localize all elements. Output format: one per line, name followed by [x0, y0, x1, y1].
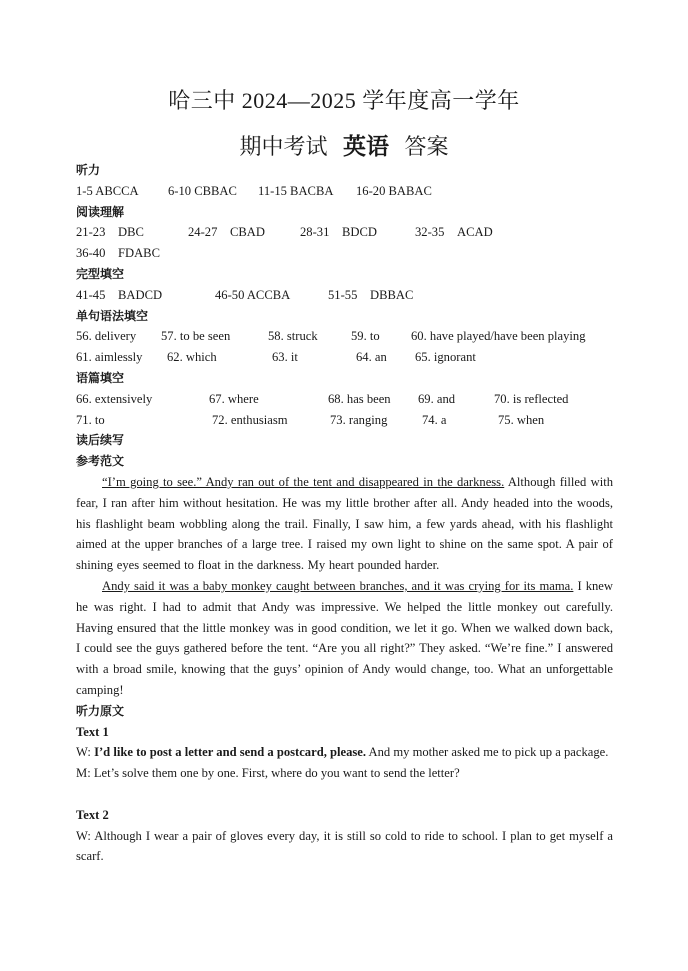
- answer-group: 6-10 CBBAC: [168, 183, 237, 198]
- grammar-single-heading: 单句语法填空: [76, 308, 149, 323]
- paragraph-text: I knew he was right. I had to admit that Andy was impressive. We helped the little monkey out carefully. Having ensured that the little monkey was in good condition, we let it go. When we walked down back, I could see the guys gathered before the tent. “Are you all right?” They asked. “We’re fine.” I answered with a broad smile, knowing that the guys’ opinion of Andy would change, too. What an unforgettable camping!: [76, 578, 613, 697]
- answer-group: 46-50 ACCBA: [215, 287, 291, 302]
- answer-item: 64. an: [356, 350, 387, 365]
- text1-woman-line: [76, 742, 613, 763]
- emphasized-sentence: I’d like to post a letter and send a postcard, please.: [94, 745, 367, 760]
- subtitle-subject: 英语: [343, 134, 389, 159]
- text2-woman-line: W: Although I wear a pair of gloves every day, it is still so cold to ride to school. I plan to get myself a scarf.: [76, 828, 613, 864]
- answer-item: 58. struck: [268, 329, 318, 344]
- answer-item: 60. have played/have been playing: [411, 329, 586, 344]
- answer-item: 75. when: [498, 412, 545, 427]
- grammar-single-row2: [76, 347, 613, 368]
- sample-paragraph-1: [76, 472, 613, 576]
- answer-group: 41-45 BADCD: [76, 287, 163, 302]
- answer-key-body: [76, 160, 613, 867]
- answer-item: 56. delivery: [76, 329, 137, 344]
- text1-label: Text 1: [76, 724, 109, 739]
- answer-item: 68. has been: [328, 391, 391, 406]
- cloze-heading: 完型填空: [76, 266, 125, 281]
- answer-item: 59. to: [351, 329, 380, 344]
- paragraph-text: Although filled with fear, I ran after him without hesitation. He was my little brother after all. Andy headed into the woods, his flashlight beam wobbling along the trail. Finally, I saw him, a few yards ahead, with his flashlight aimed at the upper branches of a large tree. I raised my own light to shine on the same spot. A pair of shining eyes seemed to float in the darkness. My heart pounded harder.: [76, 474, 613, 573]
- answer-group: 1-5 ABCCA: [76, 183, 139, 198]
- answer-item: 69. and: [418, 391, 456, 406]
- sample-essay-heading: 参考范文: [76, 454, 125, 469]
- speaker-label: W:: [76, 745, 95, 760]
- answer-item: 73. ranging: [330, 412, 388, 427]
- continuation-heading: 读后续写: [76, 433, 125, 448]
- grammar-passage-row1: [76, 389, 613, 410]
- reading-answers-row1: [76, 222, 613, 243]
- answer-group: 36-40 FDABC: [76, 246, 160, 261]
- answer-item: 74. a: [422, 412, 447, 427]
- answer-item: 65. ignorant: [415, 350, 476, 365]
- subtitle-answer: 答案: [404, 134, 449, 159]
- spacer: [76, 784, 613, 805]
- listening-answers: [76, 181, 613, 202]
- subtitle-exam: 期中考试: [239, 134, 328, 159]
- answer-item: 63. it: [272, 350, 298, 365]
- paragraph-opening-sentence: “I’m going to see.” Andy ran out of the tent and disappeared in the darkness.: [102, 474, 505, 489]
- text2-label: Text 2: [76, 807, 109, 822]
- answer-item: 71. to: [76, 412, 105, 427]
- reading-answers-row2: [76, 243, 613, 264]
- sample-paragraph-2: [76, 576, 613, 701]
- paragraph-opening-sentence: Andy said it was a baby monkey caught between branches, and it was crying for its mama.: [102, 578, 574, 593]
- page-title: 哈三中 2024—2025 学年度高一学年: [168, 88, 520, 113]
- answer-item: 72. enthusiasm: [212, 412, 288, 427]
- page-subtitle: [0, 128, 688, 161]
- answer-item: 67. where: [209, 391, 259, 406]
- transcript-heading: 听力原文: [76, 703, 125, 718]
- reading-heading: 阅读理解: [76, 204, 125, 219]
- answer-group: 11-15 BACBA: [258, 183, 334, 198]
- answer-group: 28-31 BDCD: [300, 225, 377, 240]
- grammar-passage-row2: [76, 410, 613, 431]
- cloze-answers: [76, 285, 613, 306]
- grammar-single-row1: [76, 326, 613, 347]
- answer-group: 24-27 CBAD: [188, 225, 265, 240]
- answer-group: 16-20 BABAC: [356, 183, 432, 198]
- grammar-passage-heading: 语篇填空: [76, 370, 125, 385]
- answer-group: 21-23 DBC: [76, 225, 144, 240]
- answer-item: 70. is reflected: [494, 391, 569, 406]
- answer-item: 66. extensively: [76, 391, 153, 406]
- answer-item: 57. to be seen: [161, 329, 231, 344]
- text1-man-line: M: Let’s solve them one by one. First, where do you want to send the letter?: [76, 766, 460, 781]
- answer-group: 32-35 ACAD: [415, 225, 493, 240]
- listening-heading: 听力: [76, 163, 101, 177]
- dialogue-text: And my mother asked me to pick up a package.: [366, 745, 609, 760]
- answer-group: 51-55 DBBAC: [328, 287, 414, 302]
- answer-item: 62. which: [167, 350, 217, 365]
- answer-item: 61. aimlessly: [76, 350, 143, 365]
